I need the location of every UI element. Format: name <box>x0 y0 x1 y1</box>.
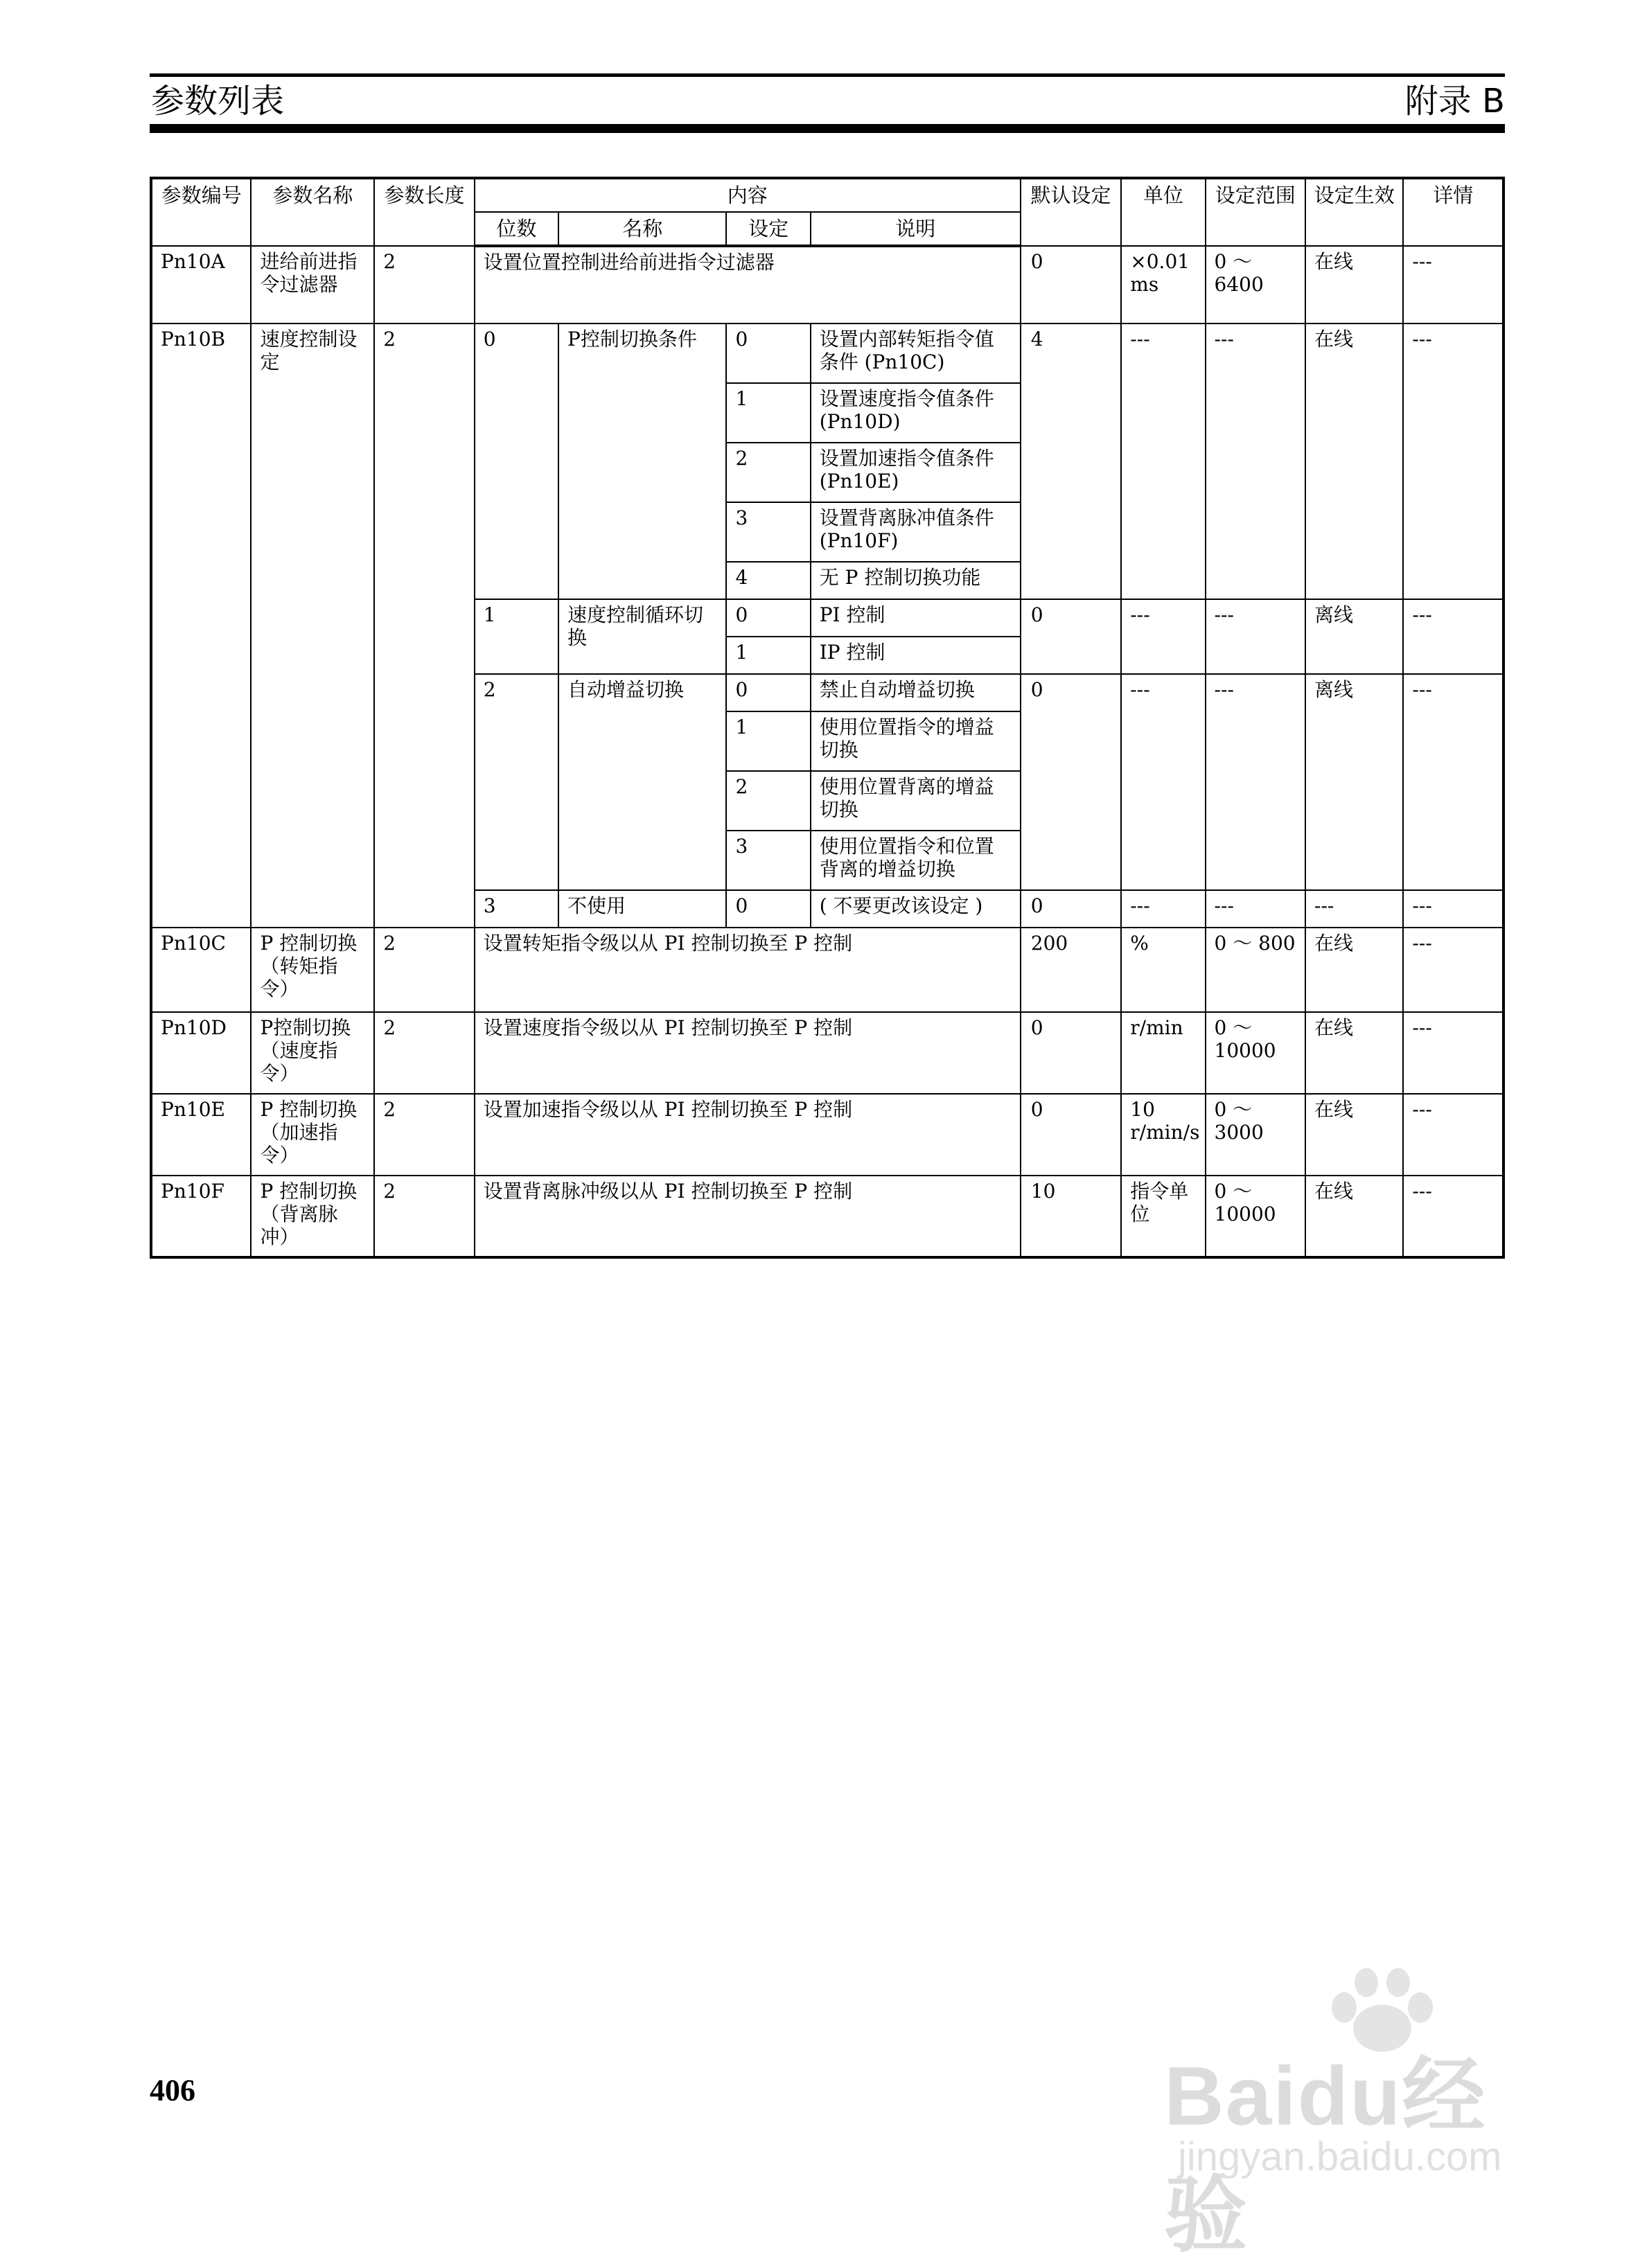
param-default: 0 <box>1021 599 1121 674</box>
param-default: 0 <box>1021 674 1121 890</box>
param-default: 200 <box>1021 928 1121 1012</box>
setting-desc: 使用位置指令和位置背离的增益切换 <box>811 831 1021 890</box>
param-default: 0 <box>1021 246 1121 324</box>
setting-desc: 使用位置背离的增益切换 <box>811 771 1021 831</box>
digit-name: 自动增益切换 <box>558 674 726 890</box>
col-header-name: 名称 <box>558 212 726 246</box>
param-no: Pn10E <box>151 1094 251 1176</box>
param-detail: --- <box>1403 674 1504 890</box>
param-range: --- <box>1206 324 1305 599</box>
table-row <box>151 1176 1504 1257</box>
param-range: --- <box>1206 890 1305 928</box>
setting-value: 4 <box>726 562 810 599</box>
param-effective: 在线 <box>1305 1094 1403 1176</box>
page-number: 406 <box>150 2073 195 2107</box>
param-no: Pn10D <box>151 1012 251 1094</box>
param-name: 进给前进指令过滤器 <box>251 246 374 324</box>
param-unit: ×0.01 ms <box>1121 246 1205 324</box>
param-content: 设置加速指令级以从 PI 控制切换至 P 控制 <box>475 1094 1021 1176</box>
col-header-setting: 设定 <box>726 212 810 246</box>
table-row <box>151 1012 1504 1094</box>
col-header-detail: 详情 <box>1403 178 1504 246</box>
digit-value: 3 <box>475 890 558 928</box>
param-unit: 10 r/min/s <box>1121 1094 1205 1176</box>
setting-value: 3 <box>726 831 810 890</box>
param-name: 速度控制设定 <box>251 324 374 928</box>
col-header-param-name: 参数名称 <box>251 178 374 246</box>
param-size: 2 <box>374 324 474 928</box>
setting-value: 3 <box>726 502 810 562</box>
param-range: 0 ～ 10000 <box>1206 1012 1305 1094</box>
digit-name: 速度控制循环切换 <box>558 599 726 674</box>
table-row <box>151 324 1504 383</box>
param-effective: --- <box>1305 890 1403 928</box>
setting-desc: 设置加速指令值条件 (Pn10E) <box>811 443 1021 502</box>
setting-value: 1 <box>726 383 810 443</box>
param-no: Pn10C <box>151 928 251 1012</box>
digit-value: 2 <box>475 674 558 890</box>
col-header-content: 内容 <box>475 178 1021 212</box>
param-detail: --- <box>1403 599 1504 674</box>
setting-desc: 设置内部转矩指令值条件 (Pn10C) <box>811 324 1021 383</box>
param-range: 0 ～ 3000 <box>1206 1094 1305 1176</box>
param-name: P 控制切换（转矩指令） <box>251 928 374 1012</box>
param-content: 设置位置控制进给前进指令过滤器 <box>475 246 1021 324</box>
param-unit: --- <box>1121 599 1205 674</box>
param-range: --- <box>1206 674 1305 890</box>
param-range: --- <box>1206 599 1305 674</box>
baidu-watermark <box>1164 1967 1566 2262</box>
param-size: 2 <box>374 928 474 1012</box>
col-header-param-no: 参数编号 <box>151 178 251 246</box>
param-range: 0 ～ 800 <box>1206 928 1305 1012</box>
param-unit: --- <box>1121 674 1205 890</box>
col-header-effective: 设定生效 <box>1305 178 1403 246</box>
digit-name: 不使用 <box>558 890 726 928</box>
param-no: Pn10F <box>151 1176 251 1257</box>
param-size: 2 <box>374 1094 474 1176</box>
param-detail: --- <box>1403 928 1504 1012</box>
param-range: 0 ～ 10000 <box>1206 1176 1305 1257</box>
param-default: 10 <box>1021 1176 1121 1257</box>
param-effective: 在线 <box>1305 1012 1403 1094</box>
param-no: Pn10B <box>151 324 251 928</box>
setting-value: 2 <box>726 771 810 831</box>
table-row <box>151 246 1504 324</box>
param-content: 设置转矩指令级以从 PI 控制切换至 P 控制 <box>475 928 1021 1012</box>
param-detail: --- <box>1403 1176 1504 1257</box>
table-row <box>151 1094 1504 1176</box>
header-top-rule <box>150 73 1505 77</box>
setting-value: 0 <box>726 890 810 928</box>
param-no: Pn10A <box>151 246 251 324</box>
param-detail: --- <box>1403 1012 1504 1094</box>
param-unit: r/min <box>1121 1012 1205 1094</box>
table-header-row <box>151 178 1504 212</box>
param-size: 2 <box>374 246 474 324</box>
table-row <box>151 928 1504 1012</box>
setting-value: 0 <box>726 674 810 711</box>
param-content: 设置背离脉冲级以从 PI 控制切换至 P 控制 <box>475 1176 1021 1257</box>
appendix-label: 附录 B <box>1404 82 1505 121</box>
col-header-digit: 位数 <box>475 212 558 246</box>
watermark-url: jingyan.baidu.com <box>1178 2134 1502 2179</box>
param-name: P 控制切换（背离脉冲） <box>251 1176 374 1257</box>
param-name: P 控制切换（加速指令） <box>251 1094 374 1176</box>
param-unit: 指令单位 <box>1121 1176 1205 1257</box>
param-unit: --- <box>1121 324 1205 599</box>
param-effective: 在线 <box>1305 1176 1403 1257</box>
watermark-brand: Baidu经验 <box>1164 2050 1487 2262</box>
param-effective: 离线 <box>1305 599 1403 674</box>
section-title: 参数列表 <box>151 82 285 121</box>
setting-desc: IP 控制 <box>811 637 1021 674</box>
param-detail: --- <box>1403 324 1504 599</box>
setting-desc: ( 不要更改该设定 ) <box>811 890 1021 928</box>
setting-desc: 使用位置指令的增益切换 <box>811 711 1021 771</box>
setting-value: 2 <box>726 443 810 502</box>
digit-value: 0 <box>475 324 558 599</box>
digit-value: 1 <box>475 599 558 674</box>
param-effective: 在线 <box>1305 246 1403 324</box>
param-unit: --- <box>1121 890 1205 928</box>
param-unit: % <box>1121 928 1205 1012</box>
setting-value: 1 <box>726 637 810 674</box>
setting-desc: PI 控制 <box>811 599 1021 637</box>
col-header-unit: 单位 <box>1121 178 1205 246</box>
col-header-default: 默认设定 <box>1021 178 1121 246</box>
param-default: 4 <box>1021 324 1121 599</box>
param-name: P控制切换（速度指令） <box>251 1012 374 1094</box>
setting-value: 0 <box>726 324 810 383</box>
header-bottom-rule <box>150 124 1505 133</box>
setting-value: 0 <box>726 599 810 637</box>
param-size: 2 <box>374 1176 474 1257</box>
setting-value: 1 <box>726 711 810 771</box>
setting-desc: 设置背离脉冲值条件 (Pn10F) <box>811 502 1021 562</box>
param-effective: 离线 <box>1305 674 1403 890</box>
param-effective: 在线 <box>1305 928 1403 1012</box>
param-detail: --- <box>1403 890 1504 928</box>
setting-desc: 禁止自动增益切换 <box>811 674 1021 711</box>
param-content: 设置速度指令级以从 PI 控制切换至 P 控制 <box>475 1012 1021 1094</box>
setting-desc: 无 P 控制切换功能 <box>811 562 1021 599</box>
parameter-table <box>150 177 1505 1259</box>
param-detail: --- <box>1403 246 1504 324</box>
col-header-desc: 说明 <box>811 212 1021 246</box>
param-size: 2 <box>374 1012 474 1094</box>
param-default: 0 <box>1021 890 1121 928</box>
col-header-range: 设定范围 <box>1206 178 1305 246</box>
param-range: 0 ～ 6400 <box>1206 246 1305 324</box>
param-default: 0 <box>1021 1012 1121 1094</box>
param-detail: --- <box>1403 1094 1504 1176</box>
digit-name: P控制切换条件 <box>558 324 726 599</box>
param-effective: 在线 <box>1305 324 1403 599</box>
param-default: 0 <box>1021 1094 1121 1176</box>
col-header-param-size: 参数长度 <box>374 178 474 246</box>
setting-desc: 设置速度指令值条件 (Pn10D) <box>811 383 1021 443</box>
